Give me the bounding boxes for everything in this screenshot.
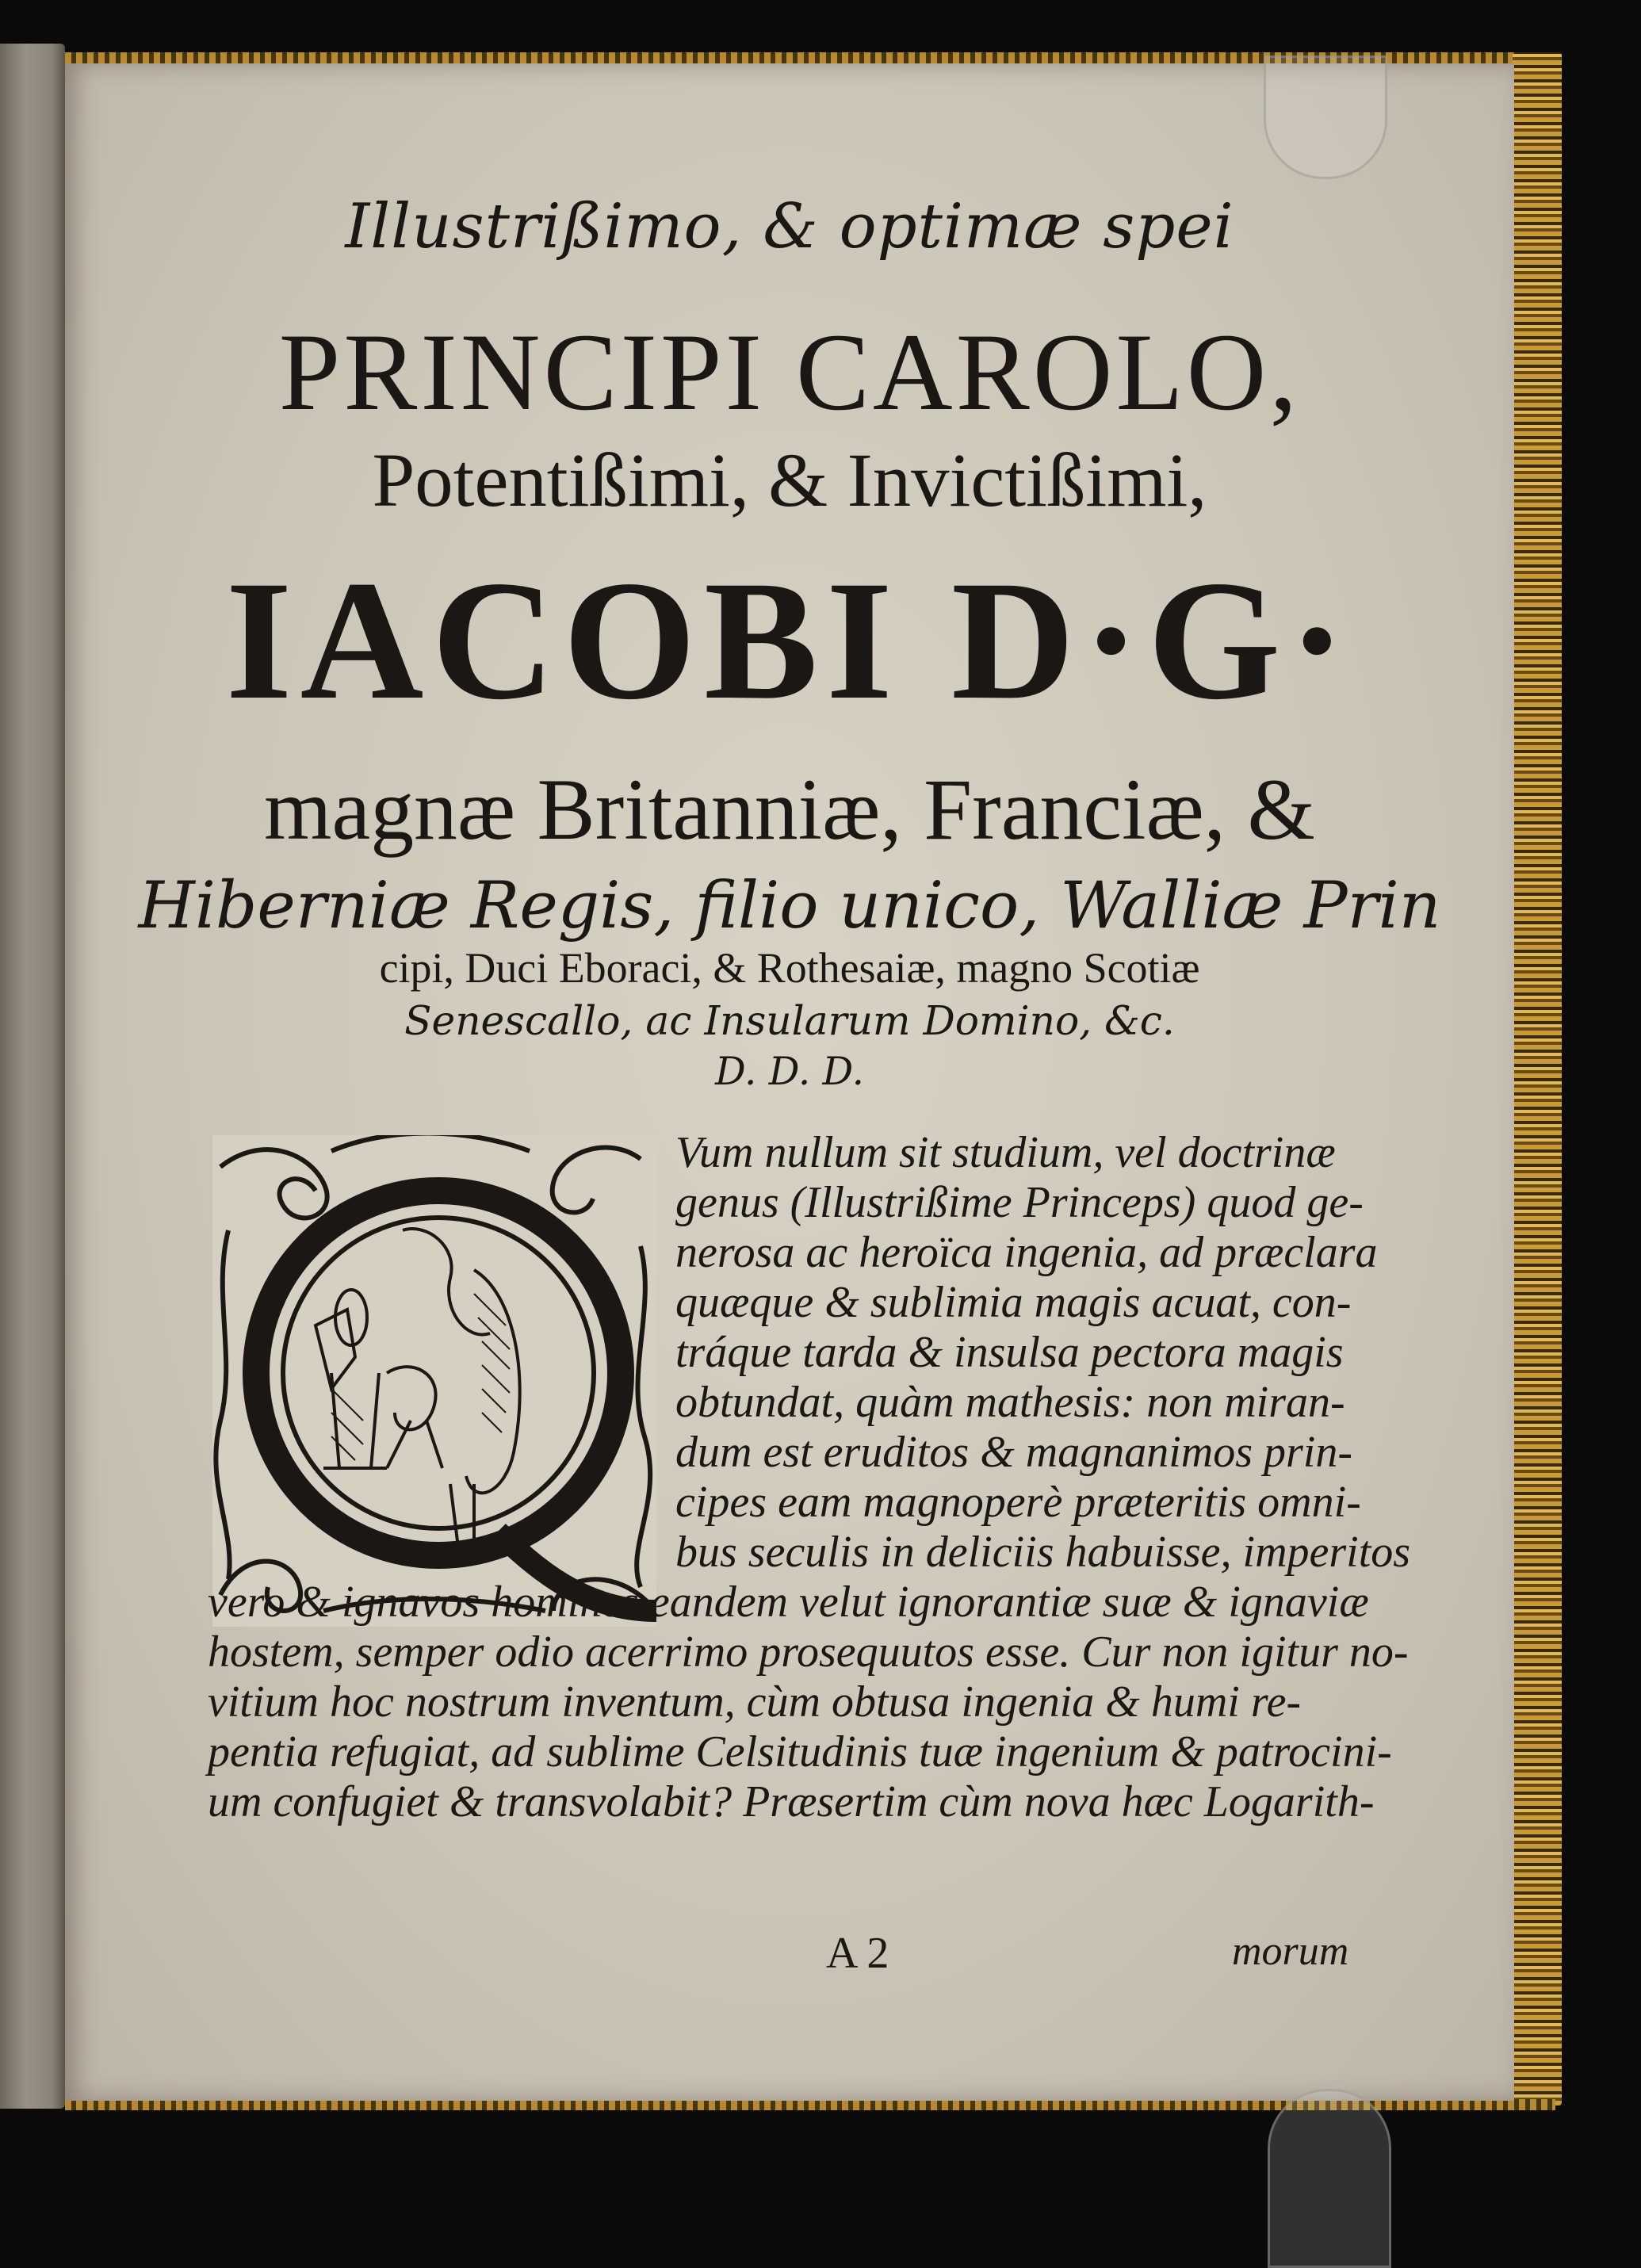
body-line: pentia refugiat, ad sublime Celsitudinis tuæ ingenium & patrocini- [208, 1727, 1392, 1777]
book-page [65, 63, 1514, 2101]
body-line: dum est eruditos & magnanimos prin- [675, 1428, 1352, 1477]
cipi-line: cipi, Duci Eboraci, & Rothesaiæ, magno Scotiæ [379, 944, 1200, 992]
left-page-edge [0, 44, 65, 2109]
body-line: Vum nullum sit studium, vel doctrinæ [675, 1128, 1336, 1177]
body-line: nerosa ac heroïca ingenia, ad præclara [675, 1228, 1378, 1277]
body-line: tráque tarda & insulsa pectora magis [675, 1328, 1344, 1377]
catchword: morum [1232, 1929, 1349, 1974]
body-line: cipes eam magnoperè præteritis omni- [675, 1478, 1361, 1527]
dedication-line: Illustrißimo, & optimæ spei [345, 190, 1234, 262]
body-line: obtundat, quàm mathesis: non miran- [675, 1378, 1345, 1427]
senescallo-line: Senescallo, ac Insularum Domino, &c. [404, 997, 1175, 1044]
body-line: vero & ignavos homines eandem velut ignorantiæ suæ & ignaviæ [208, 1578, 1369, 1627]
page-clip-top [1264, 55, 1387, 179]
princeps-heading: PRINCIPI CAROLO, [278, 312, 1301, 434]
page-clip-bottom [1268, 2089, 1391, 2268]
iacobi-heading: IACOBI D·G· [225, 545, 1354, 735]
body-line: hostem, semper odio acerrimo prosequutos esse. Cur non igitur no- [208, 1627, 1409, 1677]
ddd-line: D. D. D. [715, 1050, 864, 1094]
body-line: vitium hoc nostrum inventum, cùm obtusa ingenia & humi re- [208, 1677, 1302, 1727]
magnae-line: magnæ Britanniæ, Franciæ, & [264, 761, 1315, 858]
decorated-initial-q-icon [212, 1135, 656, 1627]
signature-mark: A 2 [826, 1929, 889, 1978]
body-line: um confugiet & transvolabit? Præsertim cùm nova hæc Logarith- [208, 1777, 1375, 1826]
gilt-fore-edge [1513, 52, 1562, 2105]
hiberniae-line: Hiberniæ Regis, filio unico, Walliæ Prin [138, 868, 1441, 943]
body-line: genus (Illustrißime Princeps) quod ge- [675, 1178, 1364, 1227]
potentissimi-line: Potentißimi, & Invictißimi, [372, 438, 1207, 522]
body-line: quæque & sublimia magis acuat, con- [675, 1278, 1352, 1327]
body-line: bus seculis in deliciis habuisse, imperitos [675, 1528, 1411, 1577]
